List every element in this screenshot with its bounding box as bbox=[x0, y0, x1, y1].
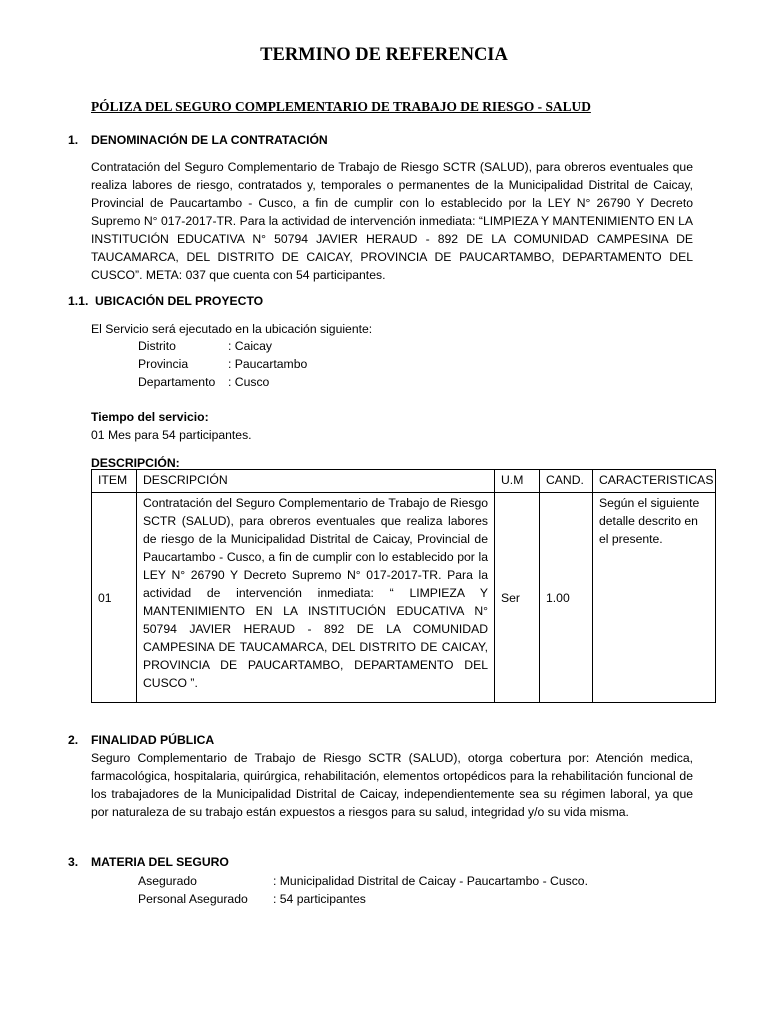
description-table bbox=[91, 469, 716, 703]
table-cell-unit: Ser bbox=[495, 493, 540, 703]
section-2-heading bbox=[68, 731, 708, 749]
location-department bbox=[138, 373, 438, 391]
section-1-1-heading bbox=[68, 292, 708, 310]
insured-entity-value: : Municipalidad Distrital de Caicay - Paucartambo - Cusco. bbox=[273, 874, 588, 888]
section-2-number: 2. bbox=[68, 733, 79, 747]
insured-personnel-value: : 54 participantes bbox=[273, 892, 366, 906]
insured-entity-label: Asegurado bbox=[138, 874, 197, 888]
insured-entity bbox=[138, 872, 698, 890]
section-1-1-number: 1.1. bbox=[68, 294, 89, 308]
section-1-heading bbox=[68, 131, 708, 149]
location-department-value: : Cusco bbox=[228, 375, 270, 389]
location-district-label: Distrito bbox=[138, 339, 176, 353]
table-header-unit: U.M bbox=[495, 470, 540, 493]
description-label: DESCRIPCIÓN: bbox=[91, 456, 180, 470]
table-cell-quantity: 1.00 bbox=[540, 493, 593, 703]
location-province-label: Provincia bbox=[138, 357, 189, 371]
section-3-number: 3. bbox=[68, 855, 79, 869]
insured-personnel bbox=[138, 890, 698, 908]
table-header-quantity: CAND. bbox=[540, 470, 593, 493]
table-cell-description: Contratación del Seguro Complementario de Trabajo de Riesgo SCTR (SALUD), para obreros eventuales que realiza labores de riesgo de la Municipalidad Distrital de Caicay, Provincial de Paucartambo - Cusco, a fin de cumplir con lo establecido por la LEY N° 26790 Y Decreto Supremo N° 017-2017-TR. Para la actividad de intervención inmediata: “ LIMPIEZA Y MANTENIMIENTO EN LA INSTITUCIÓN EDUCATIVA N° 50794 JAVIER HERAUD - 892 DE LA COMUNIDAD CAMPESINA DE TAUCAMARCA, DEL DISTRITO DE CAICAY, PROVINCIA DE PAUCARTAMBO, DEPARTAMENTO DEL CUSCO ”. bbox=[137, 493, 495, 703]
location-province bbox=[138, 355, 438, 373]
section-2-body: Seguro Complementario de Trabajo de Riesgo SCTR (SALUD), otorga cobertura por: Atención medica, farmacológica, hospitalaria, quirúrgica, rehabilitación, elementos ortopédicos para la rehabilitación funcional de los trabajadores de la Municipalidad Distrital de Caicay, independientemente sea su régimen laboral, ya que por naturaleza de su trabajo están expuestos a riesgos para su salud, integridad y/o su vida misma. bbox=[91, 751, 693, 819]
document-subtitle: PÓLIZA DEL SEGURO COMPLEMENTARIO DE TRABAJO DE RIESGO - SALUD bbox=[91, 99, 591, 114]
table-header-description: DESCRIPCIÓN bbox=[137, 470, 495, 493]
section-3-title: MATERIA DEL SEGURO bbox=[91, 855, 229, 869]
location-intro: El Servicio será ejecutado en la ubicación siguiente: bbox=[91, 322, 373, 336]
document-title: TERMINO DE REFERENCIA bbox=[260, 45, 508, 65]
location-department-label: Departamento bbox=[138, 375, 216, 389]
table-cell-item: 01 bbox=[92, 493, 137, 703]
table-header-item: ITEM bbox=[92, 470, 137, 493]
section-3-heading bbox=[68, 853, 708, 871]
insured-personnel-label: Personal Asegurado bbox=[138, 892, 248, 906]
table-cell-characteristics: Según el siguiente detalle descrito en el presente. bbox=[593, 493, 716, 703]
service-time-value: 01 Mes para 54 participantes. bbox=[91, 428, 252, 442]
section-2-title: FINALIDAD PÚBLICA bbox=[91, 733, 215, 747]
location-district-value: : Caicay bbox=[228, 339, 273, 353]
section-1-title: DENOMINACIÓN DE LA CONTRATACIÓN bbox=[91, 133, 328, 147]
service-time-label: Tiempo del servicio: bbox=[91, 410, 209, 424]
section-1-1-title: UBICACIÓN DEL PROYECTO bbox=[95, 294, 264, 308]
section-1-body: Contratación del Seguro Complementario de Trabajo de Riesgo SCTR (SALUD), para obreros eventuales que realiza labores de riesgo, contratados y, temporales o permanentes de la Municipalidad Distrital de Caicay, Provincial de Paucartambo - Cusco, a fin de cumplir con lo establecido por la LEY N° 26790 Y Decreto Supremo N° 017-2017-TR. Para la actividad de intervención inmediata: “LIMPIEZA Y MANTENIMIENTO EN LA INSTITUCIÓN EDUCATIVA N° 50794 JAVIER HERAUD - 892 DE LA COMUNIDAD CAMPESINA DE TAUCAMARCA, DEL DISTRITO DE CAICAY, PROVINCIA DE PAUCARTAMBO, DEPARTAMENTO DEL CUSCO”. META: 037 que cuenta con 54 participantes. bbox=[91, 160, 693, 282]
location-province-value: : Paucartambo bbox=[228, 357, 308, 371]
section-1-number: 1. bbox=[68, 133, 79, 147]
table-header-characteristics: CARACTERISTICAS bbox=[593, 470, 716, 493]
location-district bbox=[138, 337, 438, 355]
table-header-row bbox=[92, 470, 716, 493]
table-row bbox=[92, 493, 716, 703]
